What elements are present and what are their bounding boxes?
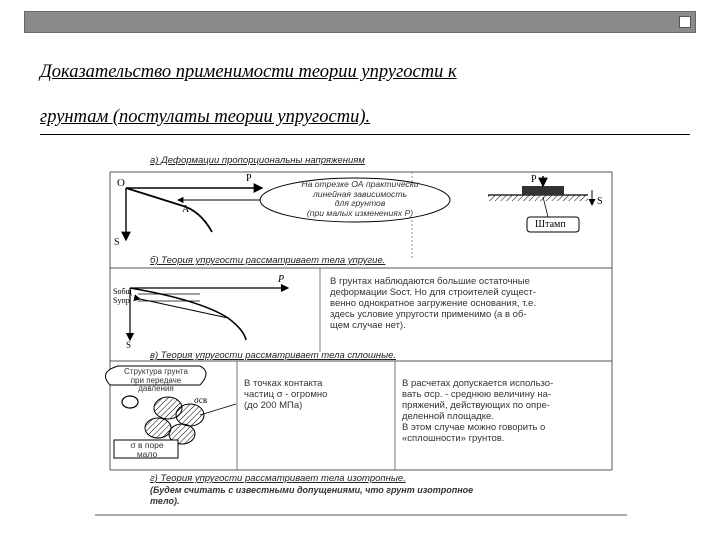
c-pore-label: σ в поре мало xyxy=(130,440,164,459)
title-line-2: грунтам (постулаты теории упругости). xyxy=(40,107,371,127)
b-label-Supr: Sупр xyxy=(113,296,130,305)
b-label-Sobsh: Sобщ xyxy=(113,287,132,296)
a-ground-hatch xyxy=(488,195,588,201)
a-callout-text: На отрезке ОА практически линейная зависимость для грунтов (при малых изменениях P) xyxy=(301,179,419,218)
d-note: (Будем считать с известными допущениями, что грунт изотропное тело). xyxy=(150,485,474,506)
b-label-P: P xyxy=(278,274,285,285)
a-stamp-label-P: P xyxy=(531,174,537,185)
a-label-P: P xyxy=(246,173,252,184)
section-d-heading: г) Теория упругости рассматривает тела изотропные. xyxy=(150,473,406,484)
a-stamp-plate xyxy=(522,186,564,195)
section-c-heading: в) Теория упругости рассматривает тела сплошные. xyxy=(150,350,397,361)
section-a-heading: а) Деформации пропорциональны напряжениям xyxy=(150,155,365,166)
b-loading-curve xyxy=(130,288,246,340)
c-contact-pointer xyxy=(200,404,236,415)
title-line-1: Доказательство применимости теории упругости к xyxy=(40,62,457,82)
b-label-S: S xyxy=(126,340,132,350)
a-stamp-label-S: S xyxy=(597,196,603,207)
b-unloading-line xyxy=(140,299,228,318)
a-label-S: S xyxy=(114,237,120,248)
c-right-text: В расчетах допускается использо- вать σср. - среднюю величину на- пряжений, действующих по опре- деленной площадке. В этом случае можно говорить о «сплошности» грунтов. xyxy=(402,378,554,444)
b-explanation-text: В грунтах наблюдаются большие остаточные деформации Sост. Но для строителей сущест- венно однократное загружение основания, т.е. здесь условие упругости применимо (а в об- щем случае нет). xyxy=(330,276,537,331)
a-stamp-label: Штамп xyxy=(535,219,566,230)
c-grain-small xyxy=(122,396,138,408)
c-sigma-contact: σcв xyxy=(194,395,208,405)
c-structure-label: Структура грунта при передаче давления xyxy=(124,367,188,393)
c-middle-text: В точках контакта частиц σ - огромно (до 200 МПа) xyxy=(244,378,328,411)
section-b-heading: б) Теория упругости рассматривает тела упругие. xyxy=(150,255,386,266)
a-label-A: A xyxy=(182,204,190,215)
a-label-O: O xyxy=(117,177,125,189)
a-curve xyxy=(126,188,212,232)
